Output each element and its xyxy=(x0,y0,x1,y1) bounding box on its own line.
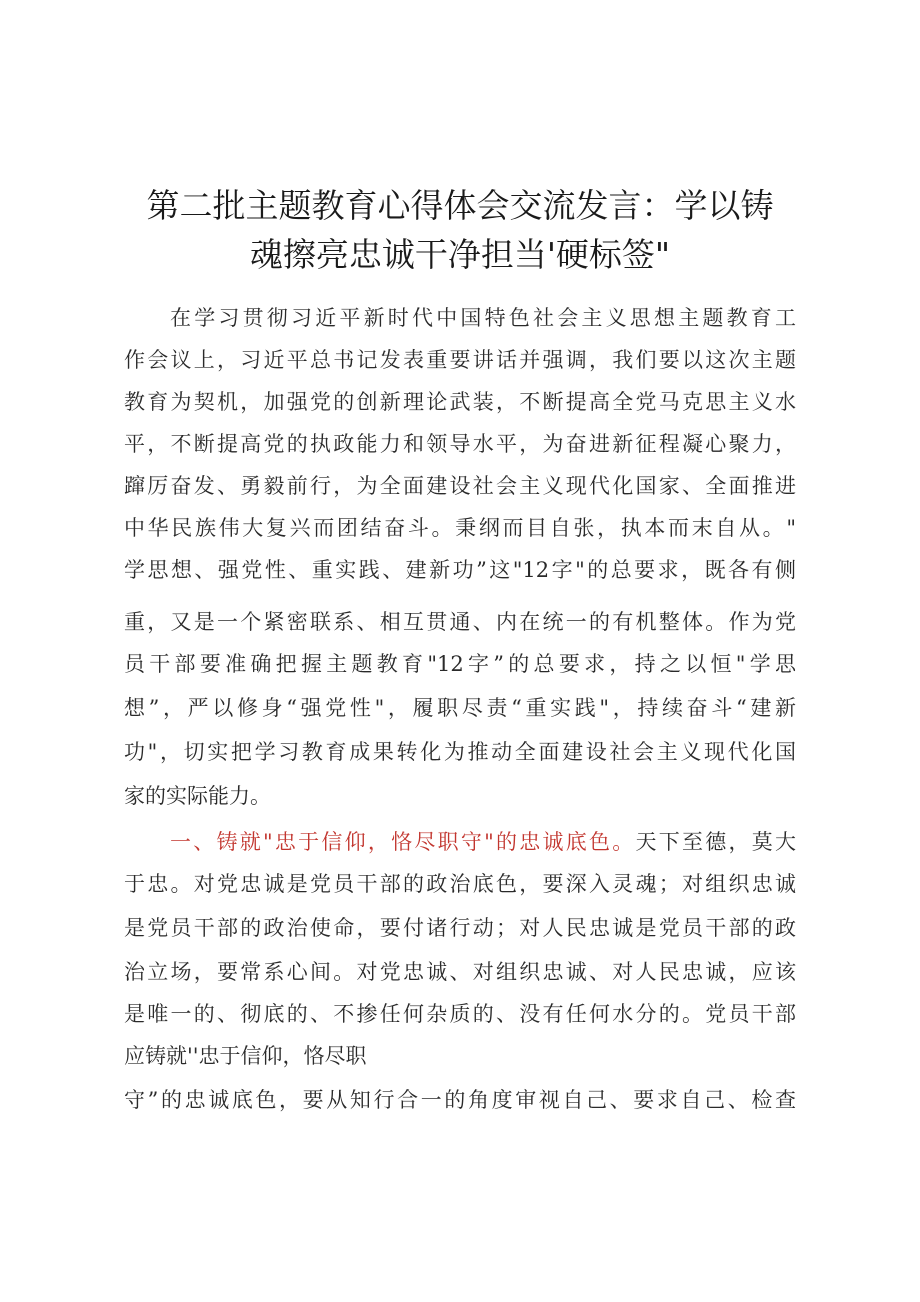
document-title-line-1: 第二批主题教育心得体会交流发言：学以铸 xyxy=(146,186,774,225)
paragraph-line: 作会议上，习近平总书记发表重要讲话并强调，我们要以这次主题 xyxy=(124,348,796,372)
paragraph-line: 蹿厉奋发、勇毅前行，为全面建设社会主义现代化国家、全面推进 xyxy=(124,474,796,498)
paragraph-line: 平，不断提高党的执政能力和领导水平，为奋进新征程凝心聚力， xyxy=(124,432,796,456)
paragraph-line: 在学习贯彻习近平新时代中国特色社会主义思想主题教育工 xyxy=(170,306,796,330)
paragraph-line: 家的实际能力。 xyxy=(124,784,271,808)
section-heading-line xyxy=(170,822,796,862)
paragraph-line: 中华民族伟大复兴而团结奋斗。秉纲而目自张，执本而末自从。" xyxy=(124,516,796,540)
paragraph-line: 是党员干部的政治使命，要付诸行动；对人民忠诚是党员干部的政 xyxy=(124,916,796,940)
section-heading: 一、铸就"忠于信仰，恪尽职守"的忠诚底色。 xyxy=(170,830,636,854)
paragraph-line: 治立场，要常系心间。对党忠诚、对组织忠诚、对人民忠诚，应该 xyxy=(124,960,796,984)
paragraph-line: 守”的忠诚底色，要从知行合一的角度审视自己、要求自己、检查 xyxy=(124,1088,796,1112)
paragraph-line: 学思想、强党性、重实践、建新功”这"12字"的总要求，既各有侧 xyxy=(124,558,796,582)
paragraph-line: 应铸就''忠于信仰，恪尽职 xyxy=(124,1044,367,1068)
paragraph-line: 重，又是一个紧密联系、相互贯通、内在统一的有机整体。作为党 xyxy=(124,610,796,634)
paragraph-line: 功"，切实把学习教育成果转化为推动全面建设社会主义现代化国 xyxy=(124,740,796,764)
paragraph-line: 是唯一的、彻底的、不掺任何杂质的、没有任何水分的。党员干部 xyxy=(124,1002,796,1026)
section-heading-tail: 天下至德，莫大 xyxy=(635,830,796,854)
document-title-line-2: 魂擦亮忠诚干净担当'硬标签" xyxy=(249,235,671,274)
paragraph-line: 教育为契机，加强党的创新理论武装，不断提高全党马克思主义水 xyxy=(124,390,796,414)
paragraph-line: 于忠。对党忠诚是党员干部的政治底色，要深入灵魂；对组织忠诚 xyxy=(124,872,796,896)
paragraph-line: 员干部要准确把握主题教育"12字”的总要求，持之以恒"学思 xyxy=(124,652,796,676)
paragraph-line: 想”，严以修身“强党性"，履职尽责“重实践"，持续奋斗“建新 xyxy=(124,696,796,720)
